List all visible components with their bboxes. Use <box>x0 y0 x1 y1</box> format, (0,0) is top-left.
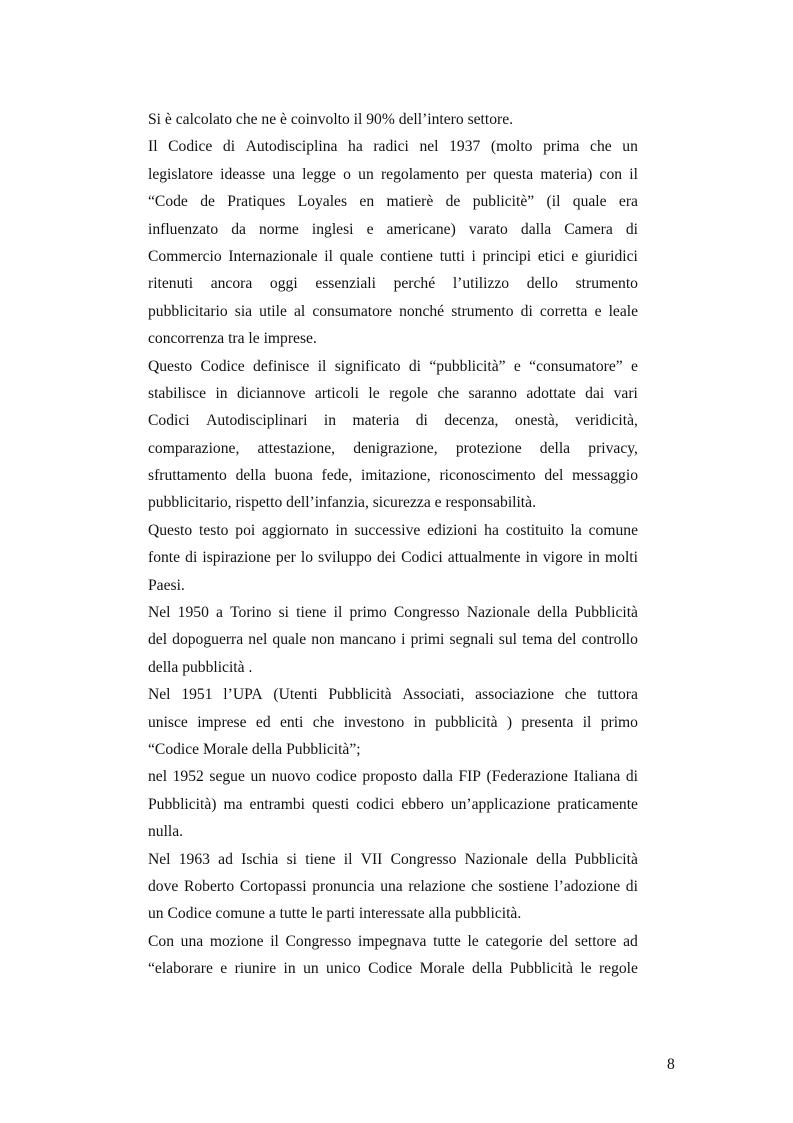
text-word: attualmente <box>447 549 521 567</box>
text-word: Pubblicità <box>509 960 573 978</box>
text-word: e <box>631 357 638 375</box>
text-word: e <box>366 220 374 238</box>
text-line <box>148 659 638 686</box>
text-word: Autodisciplinari <box>206 412 308 430</box>
text-word: proposto <box>362 768 417 786</box>
text-word: di <box>625 877 638 895</box>
text-word: il <box>333 604 343 622</box>
text-word: regolamento <box>380 165 459 183</box>
body-text <box>148 111 638 988</box>
text-line <box>148 768 638 795</box>
text-word: materia <box>352 412 400 430</box>
text-word: del <box>557 631 577 649</box>
text-word: l’utilizzo <box>452 275 510 293</box>
text-word: Camera <box>564 220 613 238</box>
text-word: utile <box>259 302 287 320</box>
text-word: da <box>231 220 246 238</box>
text-word: vigore <box>542 549 583 567</box>
text-word: i <box>471 247 476 265</box>
text-word: un <box>622 138 638 156</box>
text-word: per <box>275 549 296 567</box>
text-word: riconoscimento <box>439 467 536 485</box>
text-word: stabilisce <box>148 384 207 402</box>
text-word: entrambi <box>249 795 305 813</box>
text-word: che <box>471 877 493 895</box>
text-word: ha <box>484 521 499 539</box>
text-word: de <box>200 193 215 211</box>
text-word: Associati, <box>402 686 465 704</box>
text-word: “elaborare <box>148 960 213 978</box>
text-word: ) <box>506 713 513 731</box>
text-line <box>148 221 638 248</box>
text-word: legge <box>302 165 336 183</box>
text-line <box>148 166 638 193</box>
text-word: Internazionale <box>228 247 318 265</box>
text-word: tuttora <box>597 686 638 704</box>
text-word: nuovo <box>271 768 311 786</box>
text-word: si <box>278 604 290 622</box>
text-word: nonché <box>399 302 445 320</box>
text-word: enti <box>279 713 304 731</box>
text-word: un <box>303 960 319 978</box>
text-word: in <box>323 412 337 430</box>
text-word: 1963 <box>178 850 210 868</box>
text-word: perché <box>393 275 436 293</box>
text-word: dello <box>526 275 558 293</box>
text-line <box>148 522 638 549</box>
text-word: varato <box>468 220 508 238</box>
text-word: quale <box>572 193 607 211</box>
text-word: nel <box>419 138 439 156</box>
text-word: in <box>335 521 348 539</box>
text-content: “Codice Morale della Pubblicità”; <box>148 740 361 758</box>
text-word: le <box>368 384 380 402</box>
text-word: le <box>467 932 479 950</box>
text-word: saranno <box>468 384 517 402</box>
text-word: un <box>358 165 374 183</box>
text-word: Pratiques <box>227 193 286 211</box>
text-word: testo <box>199 521 229 539</box>
text-word: matierè <box>386 193 434 211</box>
text-word: la <box>570 521 582 539</box>
text-content: pubblicitario, rispetto dell’infanzia, sicurezza e responsabilità. <box>148 494 536 512</box>
text-word: del <box>549 932 569 950</box>
text-word: aggiornato <box>262 521 329 539</box>
text-word: unico <box>326 960 361 978</box>
text-word: Nel <box>148 604 171 622</box>
text-word: comune <box>588 521 638 539</box>
text-word: norme <box>259 220 299 238</box>
text-word: della <box>537 604 568 622</box>
text-word: di <box>222 138 236 156</box>
text-word: decenza, <box>444 412 499 430</box>
text-word: Con <box>148 932 174 950</box>
text-word: radici <box>373 138 409 156</box>
text-line <box>148 111 638 138</box>
text-word: non <box>311 631 335 649</box>
text-word: della <box>536 850 567 868</box>
text-word: settore <box>574 932 617 950</box>
text-word: quale <box>272 631 307 649</box>
text-word: fede, <box>321 467 353 485</box>
text-word: in <box>525 549 538 567</box>
text-word: Codice <box>368 960 413 978</box>
text-word: ha <box>348 138 363 156</box>
text-word: sostiene <box>498 877 549 895</box>
text-word: primi <box>410 631 445 649</box>
text-word: il <box>317 357 327 375</box>
text-word: riunire <box>234 960 277 978</box>
text-word: strumento <box>451 302 514 320</box>
text-word: in <box>413 713 426 731</box>
text-word: Loyales <box>297 193 348 211</box>
text-word: una <box>180 932 204 950</box>
text-word: protezione <box>455 439 522 457</box>
text-word: Congresso <box>390 850 457 868</box>
text-word: significato <box>334 357 401 375</box>
text-word: il <box>629 165 638 183</box>
text-line <box>148 494 638 521</box>
text-line <box>148 686 638 713</box>
text-word: primo <box>349 604 387 622</box>
text-word: Torino <box>230 604 272 622</box>
text-word: buona <box>274 467 313 485</box>
text-word: l’adozione <box>554 877 621 895</box>
text-word: inglesi <box>311 220 354 238</box>
text-word: articoli <box>314 384 359 402</box>
text-word: il <box>582 713 592 731</box>
text-word: sfruttamento <box>148 467 227 485</box>
text-line <box>148 385 638 412</box>
text-content: un Codice comune a tutte le parti interessate alla pubblicità. <box>148 905 522 923</box>
text-word: e <box>220 960 228 978</box>
text-line <box>148 933 638 960</box>
text-word: imitazione, <box>360 467 431 485</box>
text-word: americane) <box>386 220 456 238</box>
text-word: en <box>359 193 375 211</box>
text-word: era <box>618 193 638 211</box>
text-word: (Utenti <box>273 686 318 704</box>
text-word: in <box>283 960 296 978</box>
text-line <box>148 303 638 330</box>
text-word: messaggio <box>572 467 638 485</box>
text-word: in <box>215 384 228 402</box>
text-word: oggi <box>269 275 298 293</box>
text-word: che <box>590 138 612 156</box>
text-word: mancano <box>339 631 397 649</box>
text-line <box>148 905 638 932</box>
text-word: codici <box>356 795 395 813</box>
text-word: vari <box>613 384 638 402</box>
text-word: quale <box>339 247 374 265</box>
text-word: il <box>324 247 333 265</box>
text-line <box>148 741 638 768</box>
text-line <box>148 796 638 823</box>
text-word: il <box>343 850 353 868</box>
text-word: dove <box>148 877 179 895</box>
text-word: etici <box>537 247 565 265</box>
text-word: nel <box>248 631 268 649</box>
text-word: e <box>594 302 602 320</box>
text-word: Pubblicità) <box>148 795 217 813</box>
text-line <box>148 467 638 494</box>
text-word: sia <box>234 302 253 320</box>
text-word: i <box>401 631 406 649</box>
text-word: pronuncia <box>312 877 375 895</box>
text-word: ed <box>255 713 271 731</box>
text-word: leale <box>608 302 638 320</box>
text-word: Commercio <box>148 247 222 265</box>
text-word: un’applicazione <box>450 795 551 813</box>
text-word: Codici <box>401 549 443 567</box>
text-word: 1937 <box>449 138 481 156</box>
text-word: de <box>445 193 461 211</box>
text-word: attestazione, <box>257 439 336 457</box>
text-word: praticamente <box>557 795 638 813</box>
text-line <box>148 193 638 220</box>
text-line <box>148 851 638 878</box>
text-word: VII <box>360 850 383 868</box>
text-word: Pubblicità <box>574 604 638 622</box>
text-word: di <box>185 549 198 567</box>
text-word: l’UPA <box>223 686 263 704</box>
text-line <box>148 330 638 357</box>
text-line <box>148 823 638 850</box>
text-word: molti <box>605 549 638 567</box>
text-word: primo <box>600 713 638 731</box>
text-word: regole <box>598 960 638 978</box>
text-line <box>148 412 638 439</box>
text-word: giuridici <box>585 247 638 265</box>
text-word: il <box>270 932 279 950</box>
text-word: categorie <box>485 932 543 950</box>
text-word: ispirazione <box>202 549 271 567</box>
text-word: che <box>437 384 460 402</box>
text-word: tutte <box>433 932 461 950</box>
text-word: contiene <box>380 247 433 265</box>
text-word: dalla <box>520 220 552 238</box>
text-line <box>148 275 638 302</box>
text-word: materia) <box>540 165 593 183</box>
text-word: (il <box>546 193 561 211</box>
text-word: ad <box>623 932 638 950</box>
page-number: 8 <box>667 1056 675 1073</box>
text-line <box>148 549 638 576</box>
text-word: di <box>625 220 638 238</box>
text-line <box>148 440 638 467</box>
text-word: pubblicità <box>435 713 498 731</box>
text-word: influenzato <box>148 220 219 238</box>
text-word: Nel <box>148 686 171 704</box>
text-word: regole <box>389 384 429 402</box>
text-word: nel <box>148 768 168 786</box>
text-word: segnali <box>449 631 494 649</box>
text-line <box>148 358 638 385</box>
text-word: della <box>235 467 266 485</box>
text-word: con <box>599 165 623 183</box>
text-word: veridicità, <box>575 412 638 430</box>
text-word: le <box>580 960 592 978</box>
text-content: Paesi. <box>148 576 185 594</box>
text-word: investono <box>343 713 405 731</box>
text-word: dei <box>376 549 397 567</box>
text-word: ritenuti <box>148 275 194 293</box>
text-word: questa <box>493 165 534 183</box>
text-word: Il <box>148 138 158 156</box>
text-word: tema <box>522 631 553 649</box>
text-word: ad <box>218 850 233 868</box>
text-word: impegnava <box>358 932 427 950</box>
text-word: Congresso <box>285 932 352 950</box>
text-word: Morale <box>419 960 465 978</box>
text-content: della pubblicità . <box>148 658 253 676</box>
text-word: Autodisciplina <box>245 138 338 156</box>
text-word: (Federazione <box>486 768 568 786</box>
text-word: ma <box>223 795 243 813</box>
text-word: adottate <box>526 384 576 402</box>
text-line <box>148 248 638 275</box>
text-line <box>148 604 638 631</box>
text-word: questi <box>311 795 350 813</box>
text-content: concorrenza tra le imprese. <box>148 330 317 348</box>
text-word: Pubblicità <box>328 686 392 704</box>
text-word: strumento <box>575 275 638 293</box>
text-word: Cortopassi <box>239 877 307 895</box>
text-word: poi <box>235 521 256 539</box>
text-word: privacy, <box>588 439 638 457</box>
text-word: lo <box>300 549 314 567</box>
text-word: successive <box>354 521 421 539</box>
text-word: Questo <box>148 357 193 375</box>
text-word: presenta <box>521 713 574 731</box>
text-word: (molto <box>490 138 533 156</box>
text-word: tutti <box>439 247 465 265</box>
text-word: un <box>250 768 267 786</box>
text-word: unisce <box>148 713 188 731</box>
text-word: 1950 <box>177 604 209 622</box>
text-word: del <box>544 467 564 485</box>
text-word: essenziali <box>315 275 376 293</box>
text-word: associazione <box>475 686 554 704</box>
text-content: Si è calcolato che ne è coinvolto il 90% dell’intero settore. <box>148 111 514 128</box>
text-word: onestà, <box>514 412 559 430</box>
text-word: mozione <box>209 932 264 950</box>
text-word: di <box>415 412 428 430</box>
text-word: diciannove <box>236 384 306 402</box>
text-word: Congresso <box>393 604 460 622</box>
text-word: imprese <box>197 713 247 731</box>
text-word: e <box>513 357 521 375</box>
text-word: Questo <box>148 521 193 539</box>
text-word: segue <box>209 768 245 786</box>
text-word: codice <box>316 768 357 786</box>
text-word: “Code <box>148 193 188 211</box>
text-word: e <box>571 247 579 265</box>
text-word: Nel <box>148 850 171 868</box>
text-word: della <box>472 960 503 978</box>
text-line <box>148 878 638 905</box>
text-word: Roberto <box>183 877 235 895</box>
text-word: dalla <box>422 768 453 786</box>
text-word: o <box>343 165 351 183</box>
text-word: a <box>216 604 223 622</box>
text-word: Nazionale <box>466 604 531 622</box>
text-word: definisce <box>253 357 310 375</box>
text-word: si <box>286 850 297 868</box>
text-word: che <box>564 686 587 704</box>
text-line <box>148 577 638 604</box>
text-word: Ischia <box>241 850 279 868</box>
text-word: Codici <box>148 412 190 430</box>
text-word: sviluppo <box>318 549 372 567</box>
text-word: fonte <box>148 549 181 567</box>
text-word: costituito <box>505 521 564 539</box>
text-word: di <box>408 357 422 375</box>
text-word: denigrazione, <box>353 439 438 457</box>
text-word: “pubblicità” <box>429 357 506 375</box>
text-word: una <box>380 877 403 895</box>
text-word: tiene <box>296 604 327 622</box>
text-word: di <box>520 302 533 320</box>
text-word: dopoguerra <box>172 631 244 649</box>
text-word: sul <box>498 631 517 649</box>
text-line <box>148 138 638 165</box>
text-word: relazione <box>408 877 466 895</box>
text-word: publicitè” <box>472 193 535 211</box>
text-word: 1952 <box>172 768 204 786</box>
text-word: corretta <box>539 302 588 320</box>
text-word: comparazione, <box>148 439 240 457</box>
text-word: Codice <box>168 138 213 156</box>
text-word: ebbero <box>401 795 444 813</box>
text-word: controllo <box>581 631 638 649</box>
text-word: prima <box>543 138 580 156</box>
text-word: principi <box>482 247 532 265</box>
text-word: Nazionale <box>464 850 528 868</box>
text-word: consumatore <box>312 302 392 320</box>
text-word: tiene <box>305 850 336 868</box>
text-line <box>148 631 638 658</box>
text-word: “consumatore” <box>529 357 623 375</box>
text-word: in <box>587 549 600 567</box>
text-word: del <box>148 631 168 649</box>
text-word: dai <box>585 384 605 402</box>
text-word: al <box>293 302 306 320</box>
text-word: ancora <box>210 275 253 293</box>
text-word: edizioni <box>427 521 478 539</box>
text-word: per <box>466 165 487 183</box>
text-word: pubblicitario <box>148 302 228 320</box>
text-word: una <box>272 165 295 183</box>
text-word: FIP <box>458 768 481 786</box>
text-word: ideasse <box>220 165 266 183</box>
text-word: della <box>539 439 571 457</box>
text-word: 1951 <box>181 686 213 704</box>
text-line <box>148 714 638 741</box>
text-word: Pubblicità <box>574 850 638 868</box>
text-word: legislatore <box>148 165 213 183</box>
text-word: Italiana <box>573 768 621 786</box>
text-content: nulla. <box>148 823 184 841</box>
text-word: Codice <box>200 357 245 375</box>
text-word: che <box>312 713 335 731</box>
text-word: di <box>625 768 638 786</box>
text-line <box>148 960 638 987</box>
